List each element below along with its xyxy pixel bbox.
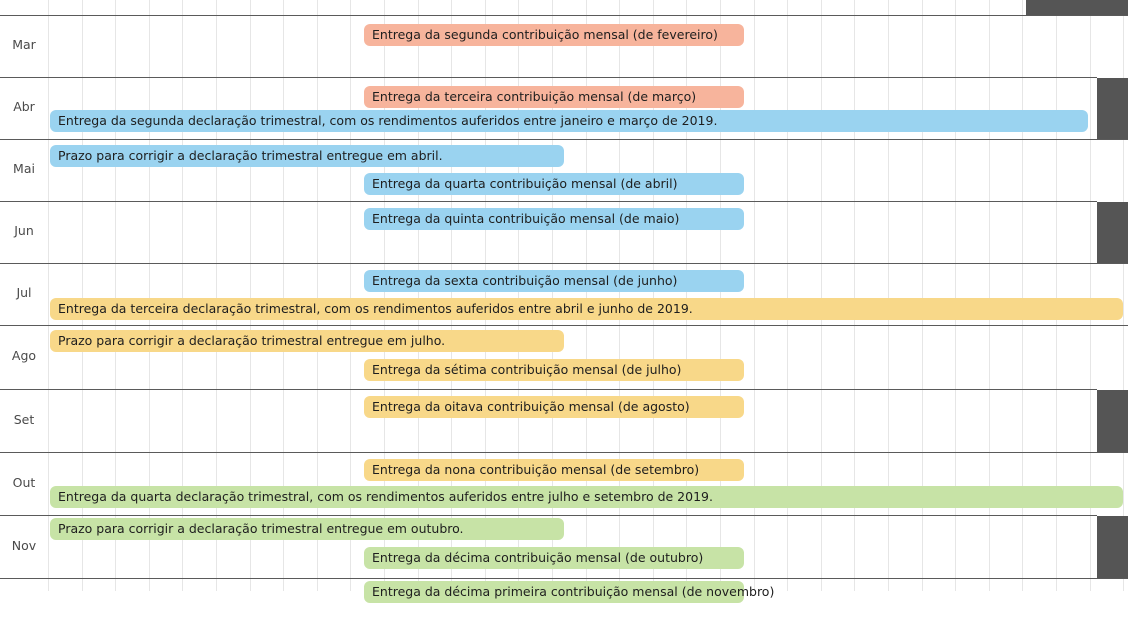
month-row-mar [0,15,1128,77]
month-row-fev [0,0,1128,15]
side-block [1097,516,1128,578]
month-row-mai [0,139,1128,201]
month-divider [0,15,1128,16]
month-label: Set [13,412,35,427]
monthly-event-bar[interactable]: Entrega da sétima contribuição mensal (de julho) [364,359,744,381]
month-row-jun [0,201,1128,263]
correction-event-bar[interactable]: Prazo para corrigir a declaração trimestral entregue em julho. [50,330,564,352]
monthly-event-bar[interactable]: Entrega da sexta contribuição mensal (de junho) [364,270,744,292]
month-row-set [0,389,1128,452]
month-divider [0,389,1097,390]
month-label: Nov [11,538,37,553]
month-label: Out [12,475,36,490]
correction-event-bar[interactable]: Prazo para corrigir a declaração trimestral entregue em outubro. [50,518,564,540]
quarterly-event-bar[interactable]: Entrega da segunda declaração trimestral, com os rendimentos auferidos entre janeiro e março de 2019. [50,110,1088,132]
side-block [1026,0,1128,15]
monthly-event-bar[interactable]: Entrega da nona contribuição mensal (de setembro) [364,459,744,481]
month-divider [0,77,1097,78]
side-block [1097,78,1128,139]
month-divider [0,578,1128,579]
month-row-nov [0,515,1128,578]
monthly-event-bar[interactable]: Entrega da terceira contribuição mensal (de março) [364,86,744,108]
month-divider [0,515,1097,516]
monthly-event-bar[interactable]: Entrega da quinta contribuição mensal (de maio) [364,208,744,230]
quarterly-event-bar[interactable]: Entrega da terceira declaração trimestral, com os rendimentos auferidos entre abril e junho de 2019. [50,298,1123,320]
month-label: Ago [11,348,37,363]
monthly-event-bar[interactable]: Entrega da décima primeira contribuição mensal (de novembro) [364,581,744,603]
month-label: Mai [13,161,35,176]
monthly-event-bar[interactable]: Entrega da oitava contribuição mensal (de agosto) [364,396,744,418]
month-divider [0,201,1097,202]
correction-event-bar[interactable]: Prazo para corrigir a declaração trimestral entregue em abril. [50,145,564,167]
month-label: Jul [16,285,32,300]
month-divider [0,139,1128,140]
monthly-event-bar[interactable]: Entrega da quarta contribuição mensal (de abril) [364,173,744,195]
side-block [1097,390,1128,452]
quarterly-event-bar[interactable]: Entrega da quarta declaração trimestral, com os rendimentos auferidos entre julho e setembro de 2019. [50,486,1123,508]
monthly-event-bar[interactable]: Entrega da segunda contribuição mensal (de fevereiro) [364,24,744,46]
month-divider [0,452,1128,453]
month-row-abr [0,77,1128,139]
month-divider [0,263,1128,264]
monthly-event-bar[interactable]: Entrega da décima contribuição mensal (de outubro) [364,547,744,569]
month-label: Abr [13,99,35,114]
month-row-dez [0,578,1128,618]
side-block [1097,202,1128,263]
month-label: Mar [12,37,36,52]
month-divider [0,325,1128,326]
month-row-jul [0,263,1128,325]
month-row-out [0,452,1128,515]
month-row-ago [0,325,1128,389]
month-label: Jun [14,223,34,238]
